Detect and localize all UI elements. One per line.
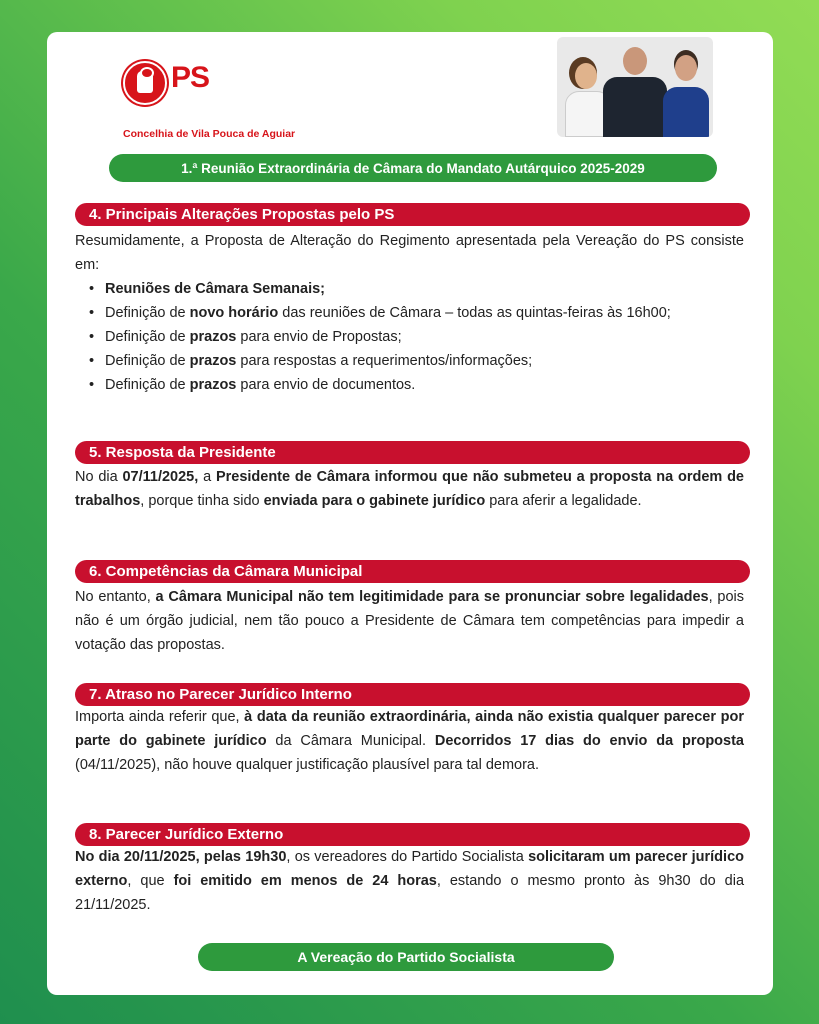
section-7-text: Importa ainda referir que, à data da reunião extraordinária, ainda não existia qualquer parecer por parte do gabinete jurídico da Câmara Municipal. Decorridos 17 dias do envio da proposta (04/11/2025), não houve qualquer justificação plausível para tal demora.	[75, 709, 744, 773]
footer-signature: A Vereação do Partido Socialista	[198, 943, 614, 971]
logo-subtitle: Concelhia de Vila Pouca de Aguiar	[123, 128, 296, 140]
content-card	[47, 32, 773, 995]
councillors-photo	[557, 37, 713, 137]
section-4-heading: 4. Principais Alterações Propostas pelo PS	[75, 203, 750, 226]
rose-fist-icon	[123, 61, 167, 105]
list-item: • Reuniões de Câmara Semanais;	[105, 277, 744, 301]
section-7-heading: 7. Atraso no Parecer Jurídico Interno	[75, 683, 750, 706]
proposals-list	[75, 277, 744, 397]
meeting-title: 1.ª Reunião Extraordinária de Câmara do Mandato Autárquico 2025-2029	[109, 154, 717, 182]
logo-text: PS	[171, 61, 210, 94]
list-item: • Definição de prazos para respostas a requerimentos/informações;	[105, 349, 744, 373]
list-item: • Definição de novo horário das reuniões de Câmara – todas as quintas-feiras às 16h00;	[105, 301, 744, 325]
section-5-heading: 5. Resposta da Presidente	[75, 441, 750, 464]
section-6-text: No entanto, a Câmara Municipal não tem legitimidade para se pronunciar sobre legalidades, pois não é um órgão judicial, nem tão pouco a Presidente de Câmara tem competências para impedir a votação das propostas.	[75, 589, 745, 653]
section-8-text: No dia 20/11/2025, pelas 19h30, os vereadores do Partido Socialista solicitaram um parecer jurídico externo, que foi emitido em menos de 24 horas, estando o mesmo pronto às 9h30 do dia 21/11/2025.	[75, 849, 745, 913]
list-item: • Definição de prazos para envio de documentos.	[105, 373, 744, 397]
list-item: • Definição de prazos para envio de Propostas;	[105, 325, 744, 349]
ps-logo	[123, 57, 323, 140]
section-5-text: No dia 07/11/2025, a Presidente de Câmara informou que não submeteu a proposta na ordem de trabalhos, porque tinha sido enviada para o gabinete jurídico para aferir a legalidade.	[75, 469, 744, 509]
section-6-heading: 6. Competências da Câmara Municipal	[75, 560, 750, 583]
section-4-intro: Resumidamente, a Proposta de Alteração do Regimento apresentada pela Vereação do PS consiste em:	[75, 233, 744, 273]
section-8-heading: 8. Parecer Jurídico Externo	[75, 823, 750, 846]
